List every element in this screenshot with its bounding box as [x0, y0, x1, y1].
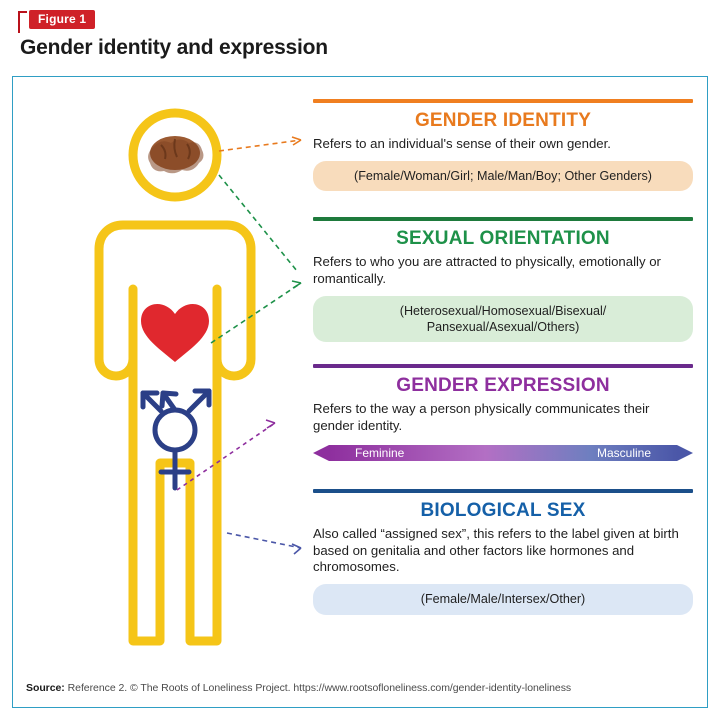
heading-biological-sex: BIOLOGICAL SEX: [420, 499, 586, 521]
section-sexual-orientation: [313, 217, 693, 342]
human-figure-illustration: [27, 93, 307, 663]
source-text: Reference 2. © The Roots of Loneliness Project. https://www.rootsofloneliness.com/gender-identity-loneliness: [64, 682, 572, 694]
brain-icon: [148, 136, 203, 173]
page-title: Gender identity and expression: [20, 36, 328, 59]
spacer: [313, 342, 693, 364]
connector-arrowheads: [266, 137, 301, 554]
divider-gender-identity: [313, 99, 693, 103]
spacer: [313, 469, 693, 489]
spacer: [313, 191, 693, 217]
divider-gender-expression: [313, 364, 693, 368]
corner-mark-icon: [18, 11, 27, 33]
divider-biological-sex: [313, 489, 693, 493]
description-gender-expression: Refers to the way a person physically communicates their gender identity.: [313, 401, 650, 434]
heart-icon: [141, 304, 209, 362]
heading-gender-expression: GENDER EXPRESSION: [396, 375, 610, 397]
source-note: [26, 682, 571, 694]
section-gender-expression: [313, 364, 693, 463]
figure-badge: Figure 1: [29, 10, 95, 29]
examples-sexual-orientation: (Heterosexual/Homosexual/Bisexual/ Pansexual/Asexual/Others): [313, 296, 693, 343]
description-gender-identity: Refers to an individual's sense of their own gender.: [313, 136, 611, 151]
figure-panel: [12, 76, 708, 708]
transgender-symbol-icon: [143, 391, 209, 488]
body-outline-icon: [99, 113, 251, 641]
definitions-column: [313, 99, 693, 615]
section-gender-identity: [313, 99, 693, 191]
spectrum-label-masculine: Masculine: [596, 445, 651, 460]
description-biological-sex: Also called “assigned sex”, this refers to the label given at birth based on genitalia and other factors like hormones and chromosomes.: [313, 525, 679, 575]
heading-gender-identity: GENDER IDENTITY: [414, 110, 592, 131]
spectrum-right-arrow-icon: [677, 445, 693, 461]
section-biological-sex: [313, 489, 693, 615]
gender-expression-spectrum: [313, 443, 693, 463]
description-sexual-orientation: Refers to who you are attracted to physically, emotionally or romantically.: [313, 254, 661, 286]
figure-badge-group: [18, 10, 95, 33]
heading-sexual-orientation: SEXUAL ORIENTATION: [396, 228, 610, 250]
examples-gender-identity: (Female/Woman/Girl; Male/Man/Boy; Other Genders): [313, 161, 693, 191]
source-label: Source:: [26, 682, 65, 694]
examples-biological-sex: (Female/Male/Intersex/Other): [313, 584, 693, 614]
spectrum-left-arrow-icon: [313, 445, 329, 461]
spectrum-label-feminine: Feminine: [355, 445, 405, 460]
divider-sexual-orientation: [313, 217, 693, 221]
